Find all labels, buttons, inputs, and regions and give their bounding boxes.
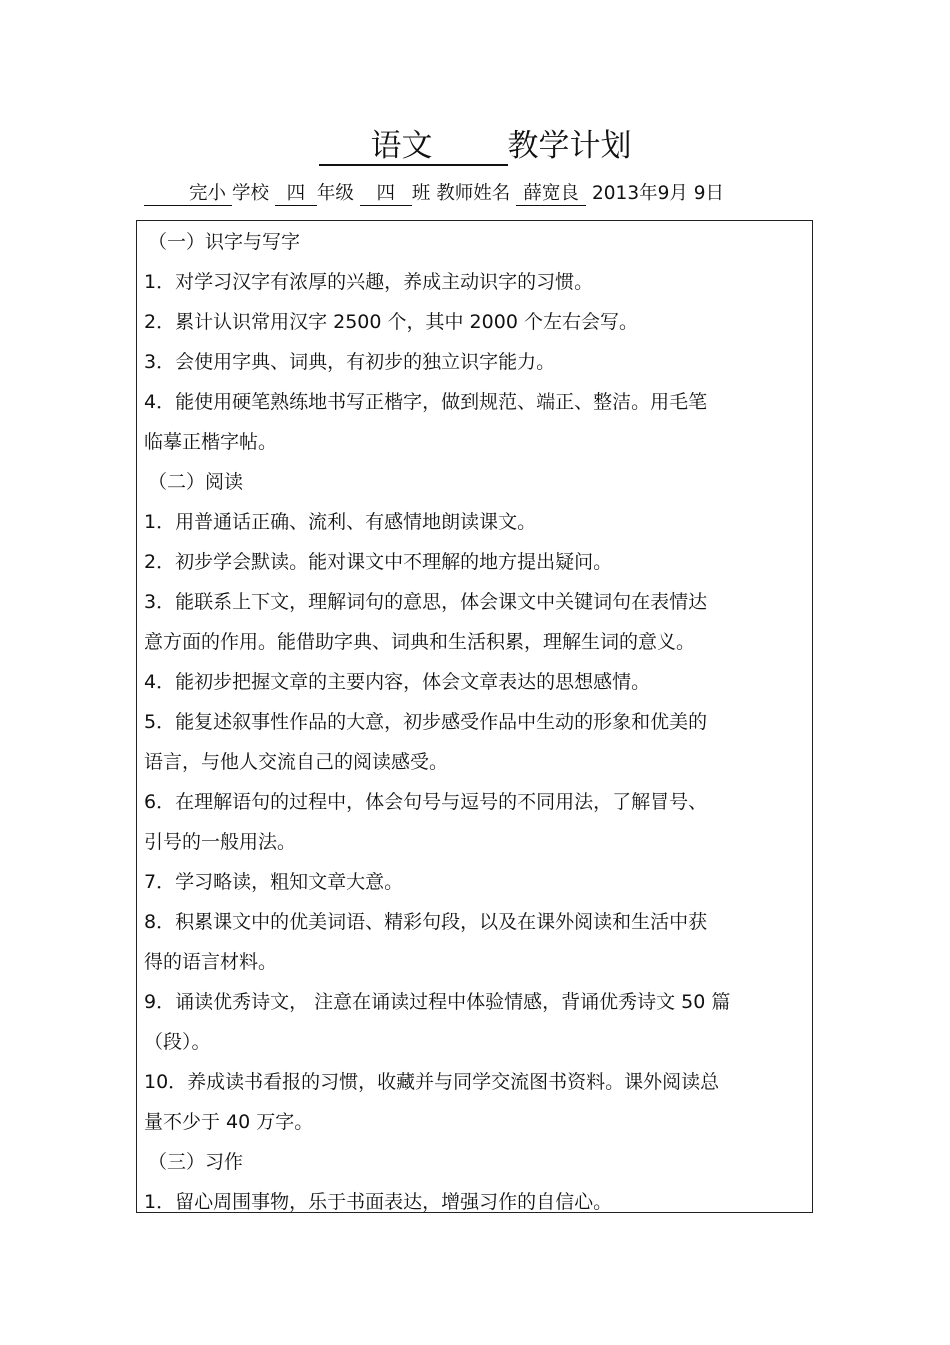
content-line: 10．养成读书看报的习惯，收藏并与同学交流图书资料。课外阅读总 — [144, 1071, 720, 1093]
section-heading: （二）阅读 — [148, 471, 244, 493]
grade-field — [275, 183, 317, 206]
content-line: （段）。 — [144, 1031, 211, 1053]
document-title — [0, 124, 950, 168]
title-subject — [319, 128, 508, 166]
content-line: 8．积累课文中的优美词语、精彩句段，以及在课外阅读和生活中获 — [144, 911, 708, 933]
section-heading: （三）习作 — [148, 1151, 244, 1173]
teacher-value: 薛宽良 — [523, 183, 579, 204]
content-line: 语言，与他人交流自己的阅读感受。 — [144, 751, 449, 773]
school-value: 完小 — [188, 183, 226, 204]
teacher-label: 教师姓名 — [436, 183, 511, 204]
school-label: 学校 — [232, 183, 270, 204]
class-label: 班 — [411, 183, 431, 204]
content-line: 引号的一般用法。 — [144, 831, 297, 853]
grade-value: 四 — [286, 183, 306, 204]
content-line: 3．会使用字典、词典，有初步的独立识字能力。 — [144, 351, 556, 373]
content-line: 4．能使用硬笔熟练地书写正楷字，做到规范、端正、整洁。用毛笔 — [144, 391, 708, 413]
class-value: 四 — [376, 183, 396, 204]
content-line: 3．能联系上下文，理解词句的意思，体会课文中关键词句在表情达 — [144, 591, 708, 613]
header-info — [144, 180, 824, 208]
content-line: 6．在理解语句的过程中，体会句号与逗号的不同用法，了解冒号、 — [144, 791, 708, 813]
school-field — [144, 183, 232, 206]
date: 2013年9月 9日 — [592, 183, 725, 204]
content-line: 2．初步学会默读。能对课文中不理解的地方提出疑问。 — [144, 551, 613, 573]
content-line: 4．能初步把握文章的主要内容，体会文章表达的思想感情。 — [144, 671, 651, 693]
content-line: 量不少于 40 万字。 — [144, 1111, 314, 1133]
content-line: 1．留心周围事物，乐于书面表达，增强习作的自信心。 — [144, 1191, 613, 1213]
title-subject-text: 语文 — [370, 128, 433, 164]
grade-label: 年级 — [316, 183, 354, 204]
content-line: 9．诵读优秀诗文， 注意在诵读过程中体验情感，背诵优秀诗文 50 篇 — [144, 991, 731, 1013]
content-line: 2．累计认识常用汉字 2500 个，其中 2000 个左右会写。 — [144, 311, 638, 333]
content-line: 7．学习略读，粗知文章大意。 — [144, 871, 404, 893]
class-field — [360, 183, 412, 206]
content-line: 5．能复述叙事性作品的大意，初步感受作品中生动的形象和优美的 — [144, 711, 708, 733]
section-heading: （一）识字与写字 — [148, 231, 301, 253]
content-line: 得的语言材料。 — [144, 951, 278, 973]
content-line: 意方面的作用。能借助字典、词典和生活积累，理解生词的意义。 — [144, 631, 696, 653]
title-suffix: 教学计划 — [507, 128, 632, 164]
content-line: 临摹正楷字帖。 — [144, 431, 278, 453]
teacher-field — [516, 183, 586, 206]
content-line: 1．对学习汉字有浓厚的兴趣，养成主动识字的习惯。 — [144, 271, 594, 293]
content-line: 1．用普通话正确、流利、有感情地朗读课文。 — [144, 511, 537, 533]
